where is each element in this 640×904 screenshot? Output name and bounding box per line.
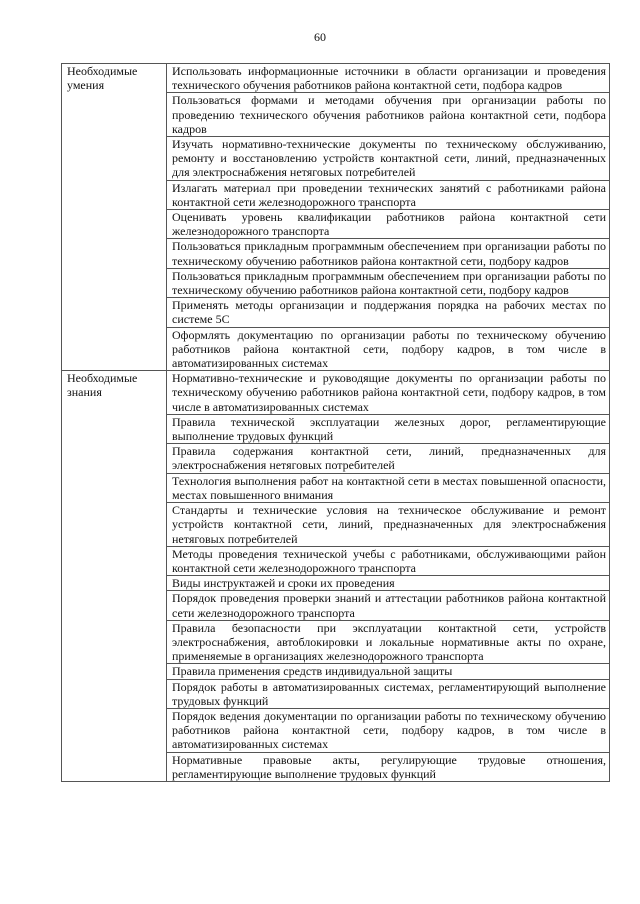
- knowledge-item: Технология выполнения работ на контактной сети в местах повышенной опасности, местах повышенного внимания: [167, 473, 610, 502]
- knowledge-item: Правила технической эксплуатации железных дорог, регламентирующие выполнение трудовых функций: [167, 414, 610, 443]
- table-row: [62, 371, 610, 415]
- knowledge-item: Виды инструктажей и сроки их проведения: [167, 576, 610, 591]
- table-row: [62, 64, 610, 93]
- skill-item: Пользоваться формами и методами обучения при организации работы по проведению технического обучения работников района контактной сети, подбора кадров: [167, 93, 610, 137]
- skill-item: Оформлять документацию по организации работы по техническому обучению работников района контактной сети, подбору кадров, в том числе в автоматизированных системах: [167, 327, 610, 371]
- knowledge-item: Методы проведения технической учебы с работниками, обслуживающими район контактной сети железнодорожного транспорта: [167, 546, 610, 575]
- knowledge-item: Порядок работы в автоматизированных системах, регламентирующий выполнение трудовых функций: [167, 679, 610, 708]
- page-number: 60: [314, 30, 326, 44]
- section-title-knowledge: Необходимые знания: [62, 371, 167, 782]
- section-title-skills: Необходимые умения: [62, 64, 167, 371]
- knowledge-item: Нормативные правовые акты, регулирующие трудовые отношения, регламентирующие выполнение трудовых функций: [167, 752, 610, 781]
- knowledge-item: Нормативно-технические и руководящие документы по организации работы по техническому обучению работников района контактной сети, подбору кадров, в том числе в автоматизированных системах: [167, 371, 610, 415]
- knowledge-item: Правила безопасности при эксплуатации контактной сети, устройств электроснабжения, автоблокировки и локальные нормативные акты по охране, применяемые в организациях железнодорожного транспорта: [167, 620, 610, 664]
- knowledge-item: Порядок ведения документации по организации работы по техническому обучению работников района контактной сети, подбору кадров, в том числе в автоматизированных системах: [167, 708, 610, 752]
- knowledge-item: Правила применения средств индивидуальной защиты: [167, 664, 610, 679]
- skill-item: Оценивать уровень квалификации работников района контактной сети железнодорожного транспорта: [167, 210, 610, 239]
- skill-item: Излагать материал при проведении технических занятий с работниками района контактной сети железнодорожного транспорта: [167, 180, 610, 209]
- skill-item: Изучать нормативно-технические документы по техническому обслуживанию, ремонту и восстановлению устройств контактной сети, линий, предназначенных для электроснабжения нетяговых потребителей: [167, 137, 610, 181]
- skill-item: Использовать информационные источники в области организации и проведения технического обучения работников района контактной сети, подбора кадров: [167, 64, 610, 93]
- skill-item: Пользоваться прикладным программным обеспечением при организации работы по техническому обучению работников района контактной сети, подбору кадров: [167, 239, 610, 268]
- skill-item: Пользоваться прикладным программным обеспечением при организации работы по техническому обучению работников района контактной сети, подбору кадров: [167, 268, 610, 297]
- requirements-table: [61, 63, 610, 782]
- knowledge-item: Правила содержания контактной сети, линий, предназначенных для электроснабжения нетяговых потребителей: [167, 444, 610, 473]
- knowledge-item: Стандарты и технические условия на техническое обслуживание и ремонт устройств контактной сети, линий, предназначенных для электроснабжения нетяговых потребителей: [167, 503, 610, 547]
- skill-item: Применять методы организации и поддержания порядка на рабочих местах по системе 5С: [167, 298, 610, 327]
- knowledge-item: Порядок проведения проверки знаний и аттестации работников района контактной сети железнодорожного транспорта: [167, 591, 610, 620]
